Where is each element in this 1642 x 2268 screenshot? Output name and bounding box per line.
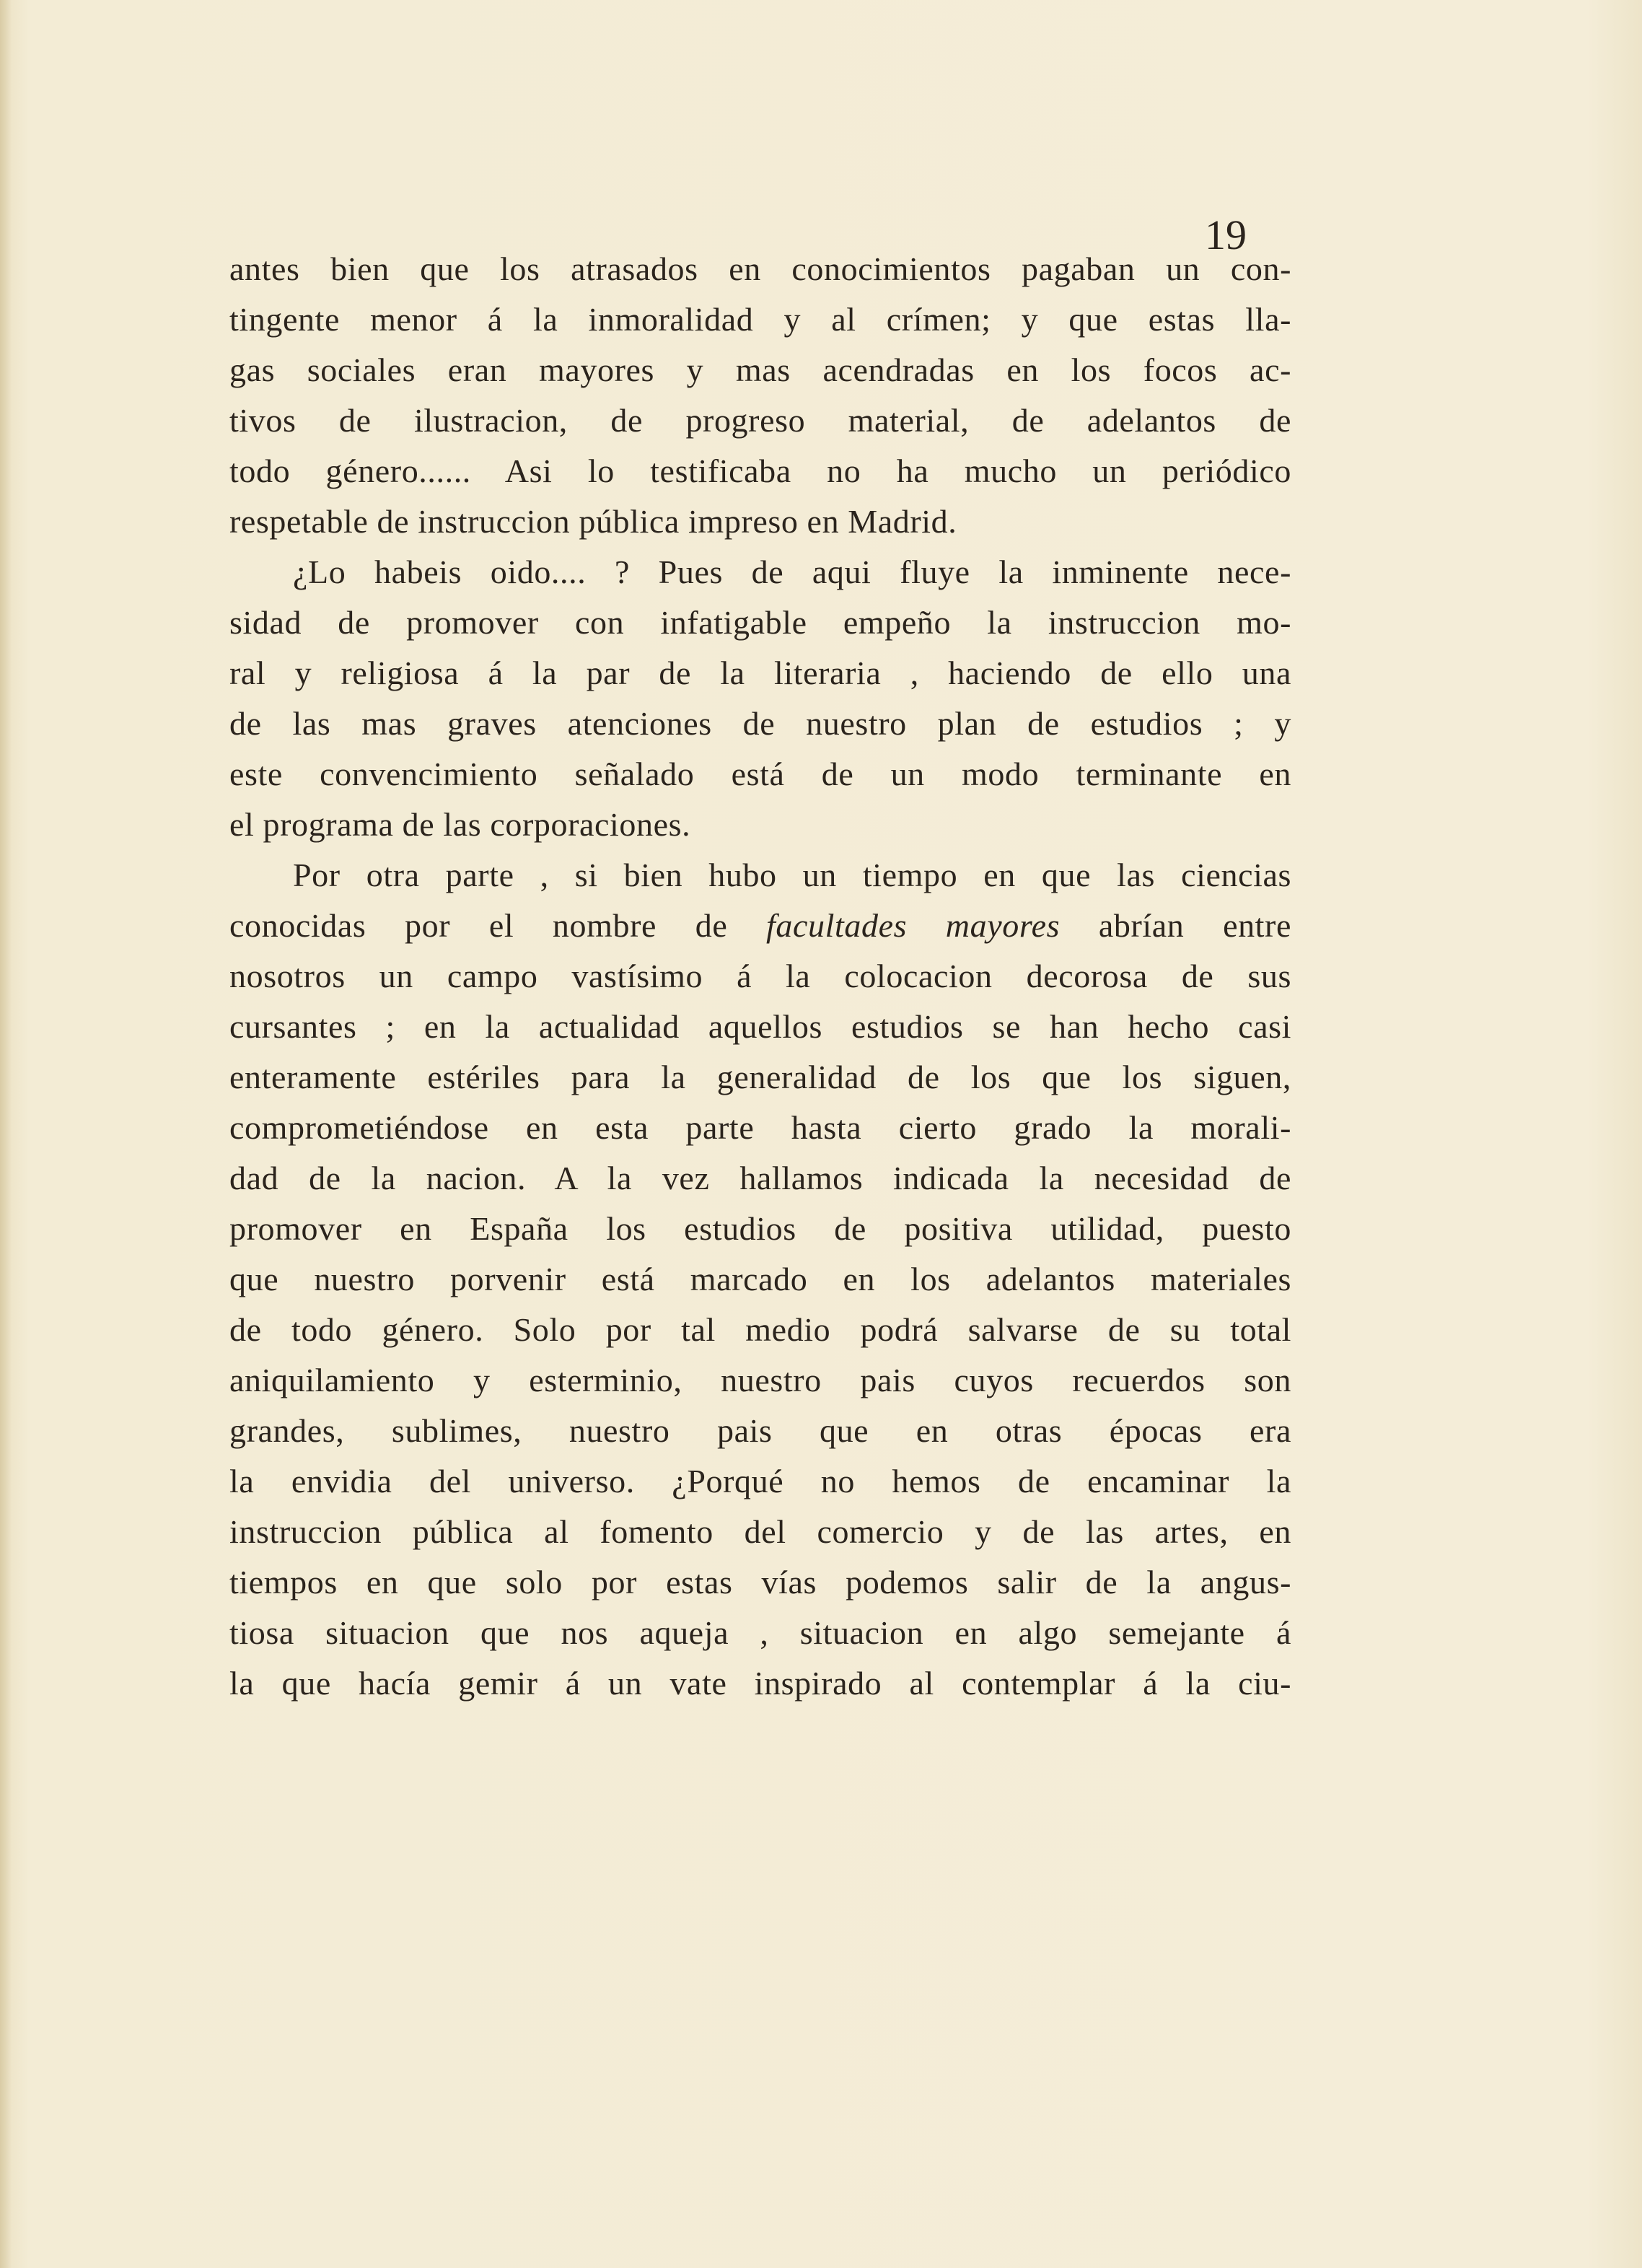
text-line: instruccion pública al fomento del comercio y de las artes, en	[229, 1513, 1291, 1550]
text-line: tiosa situacion que nos aqueja , situacion en algo semejante á	[229, 1614, 1291, 1651]
text-line: enteramente estériles para la generalidad de los que los siguen,	[229, 1059, 1291, 1095]
text-line: gas sociales eran mayores y mas acendradas en los focos ac-	[229, 351, 1291, 388]
text-line: aniquilamiento y esterminio, nuestro pais cuyos recuerdos son	[229, 1362, 1291, 1398]
text-segment: conocidas por el nombre de	[229, 907, 767, 944]
text-line: la que hacía gemir á un vate inspirado al contemplar á la ciu-	[229, 1665, 1291, 1702]
text-line	[229, 901, 1291, 951]
text-line: tiempos en que solo por estas vías podemos salir de la angus-	[229, 1564, 1291, 1601]
text-line: antes bien que los atrasados en conocimientos pagaban un con-	[229, 250, 1291, 287]
text-line: comprometiéndose en esta parte hasta cierto grado la morali-	[229, 1109, 1291, 1146]
text-segment: abrían entre	[1060, 907, 1291, 944]
text-line: que nuestro porvenir está marcado en los adelantos materiales	[229, 1261, 1291, 1297]
italic-phrase: facultades mayores	[766, 907, 1061, 944]
body-text	[229, 244, 1291, 1709]
text-line: de las mas graves atenciones de nuestro plan de estudios ; y	[229, 705, 1291, 742]
page-edge-shadow	[0, 0, 12, 2268]
text-line: la envidia del universo. ¿Porqué no hemos de encaminar la	[229, 1463, 1291, 1499]
text-line: de todo género. Solo por tal medio podrá salvarse de su total	[229, 1311, 1291, 1348]
text-line: cursantes ; en la actualidad aquellos estudios se han hecho casi	[229, 1008, 1291, 1045]
text-line: dad de la nacion. A la vez hallamos indicada la necesidad de	[229, 1160, 1291, 1196]
text-line: nosotros un campo vastísimo á la colocacion decorosa de sus	[229, 958, 1291, 994]
text-line: tingente menor á la inmoralidad y al crímen; y que estas lla-	[229, 301, 1291, 338]
text-line: promover en España los estudios de positiva utilidad, puesto	[229, 1210, 1291, 1247]
text-line: el programa de las corporaciones.	[229, 806, 691, 843]
page-number: 19	[1205, 211, 1247, 258]
text-line: sidad de promover con infatigable empeño la instruccion mo-	[229, 604, 1291, 641]
text-line: este convencimiento señalado está de un modo terminante en	[229, 756, 1291, 792]
text-line: todo género...... Asi lo testificaba no ha mucho un periódico	[229, 452, 1291, 489]
text-line: Por otra parte , si bien hubo un tiempo en que las ciencias	[293, 857, 1291, 893]
text-line: ¿Lo habeis oido.... ? Pues de aqui fluye la inminente nece-	[293, 553, 1291, 590]
text-line: ral y religiosa á la par de la literaria , haciendo de ello una	[229, 654, 1291, 691]
text-line: respetable de instruccion pública impreso en Madrid.	[229, 503, 957, 540]
text-line: tivos de ilustracion, de progreso material, de adelantos de	[229, 402, 1291, 439]
text-line: grandes, sublimes, nuestro pais que en otras épocas era	[229, 1412, 1291, 1449]
